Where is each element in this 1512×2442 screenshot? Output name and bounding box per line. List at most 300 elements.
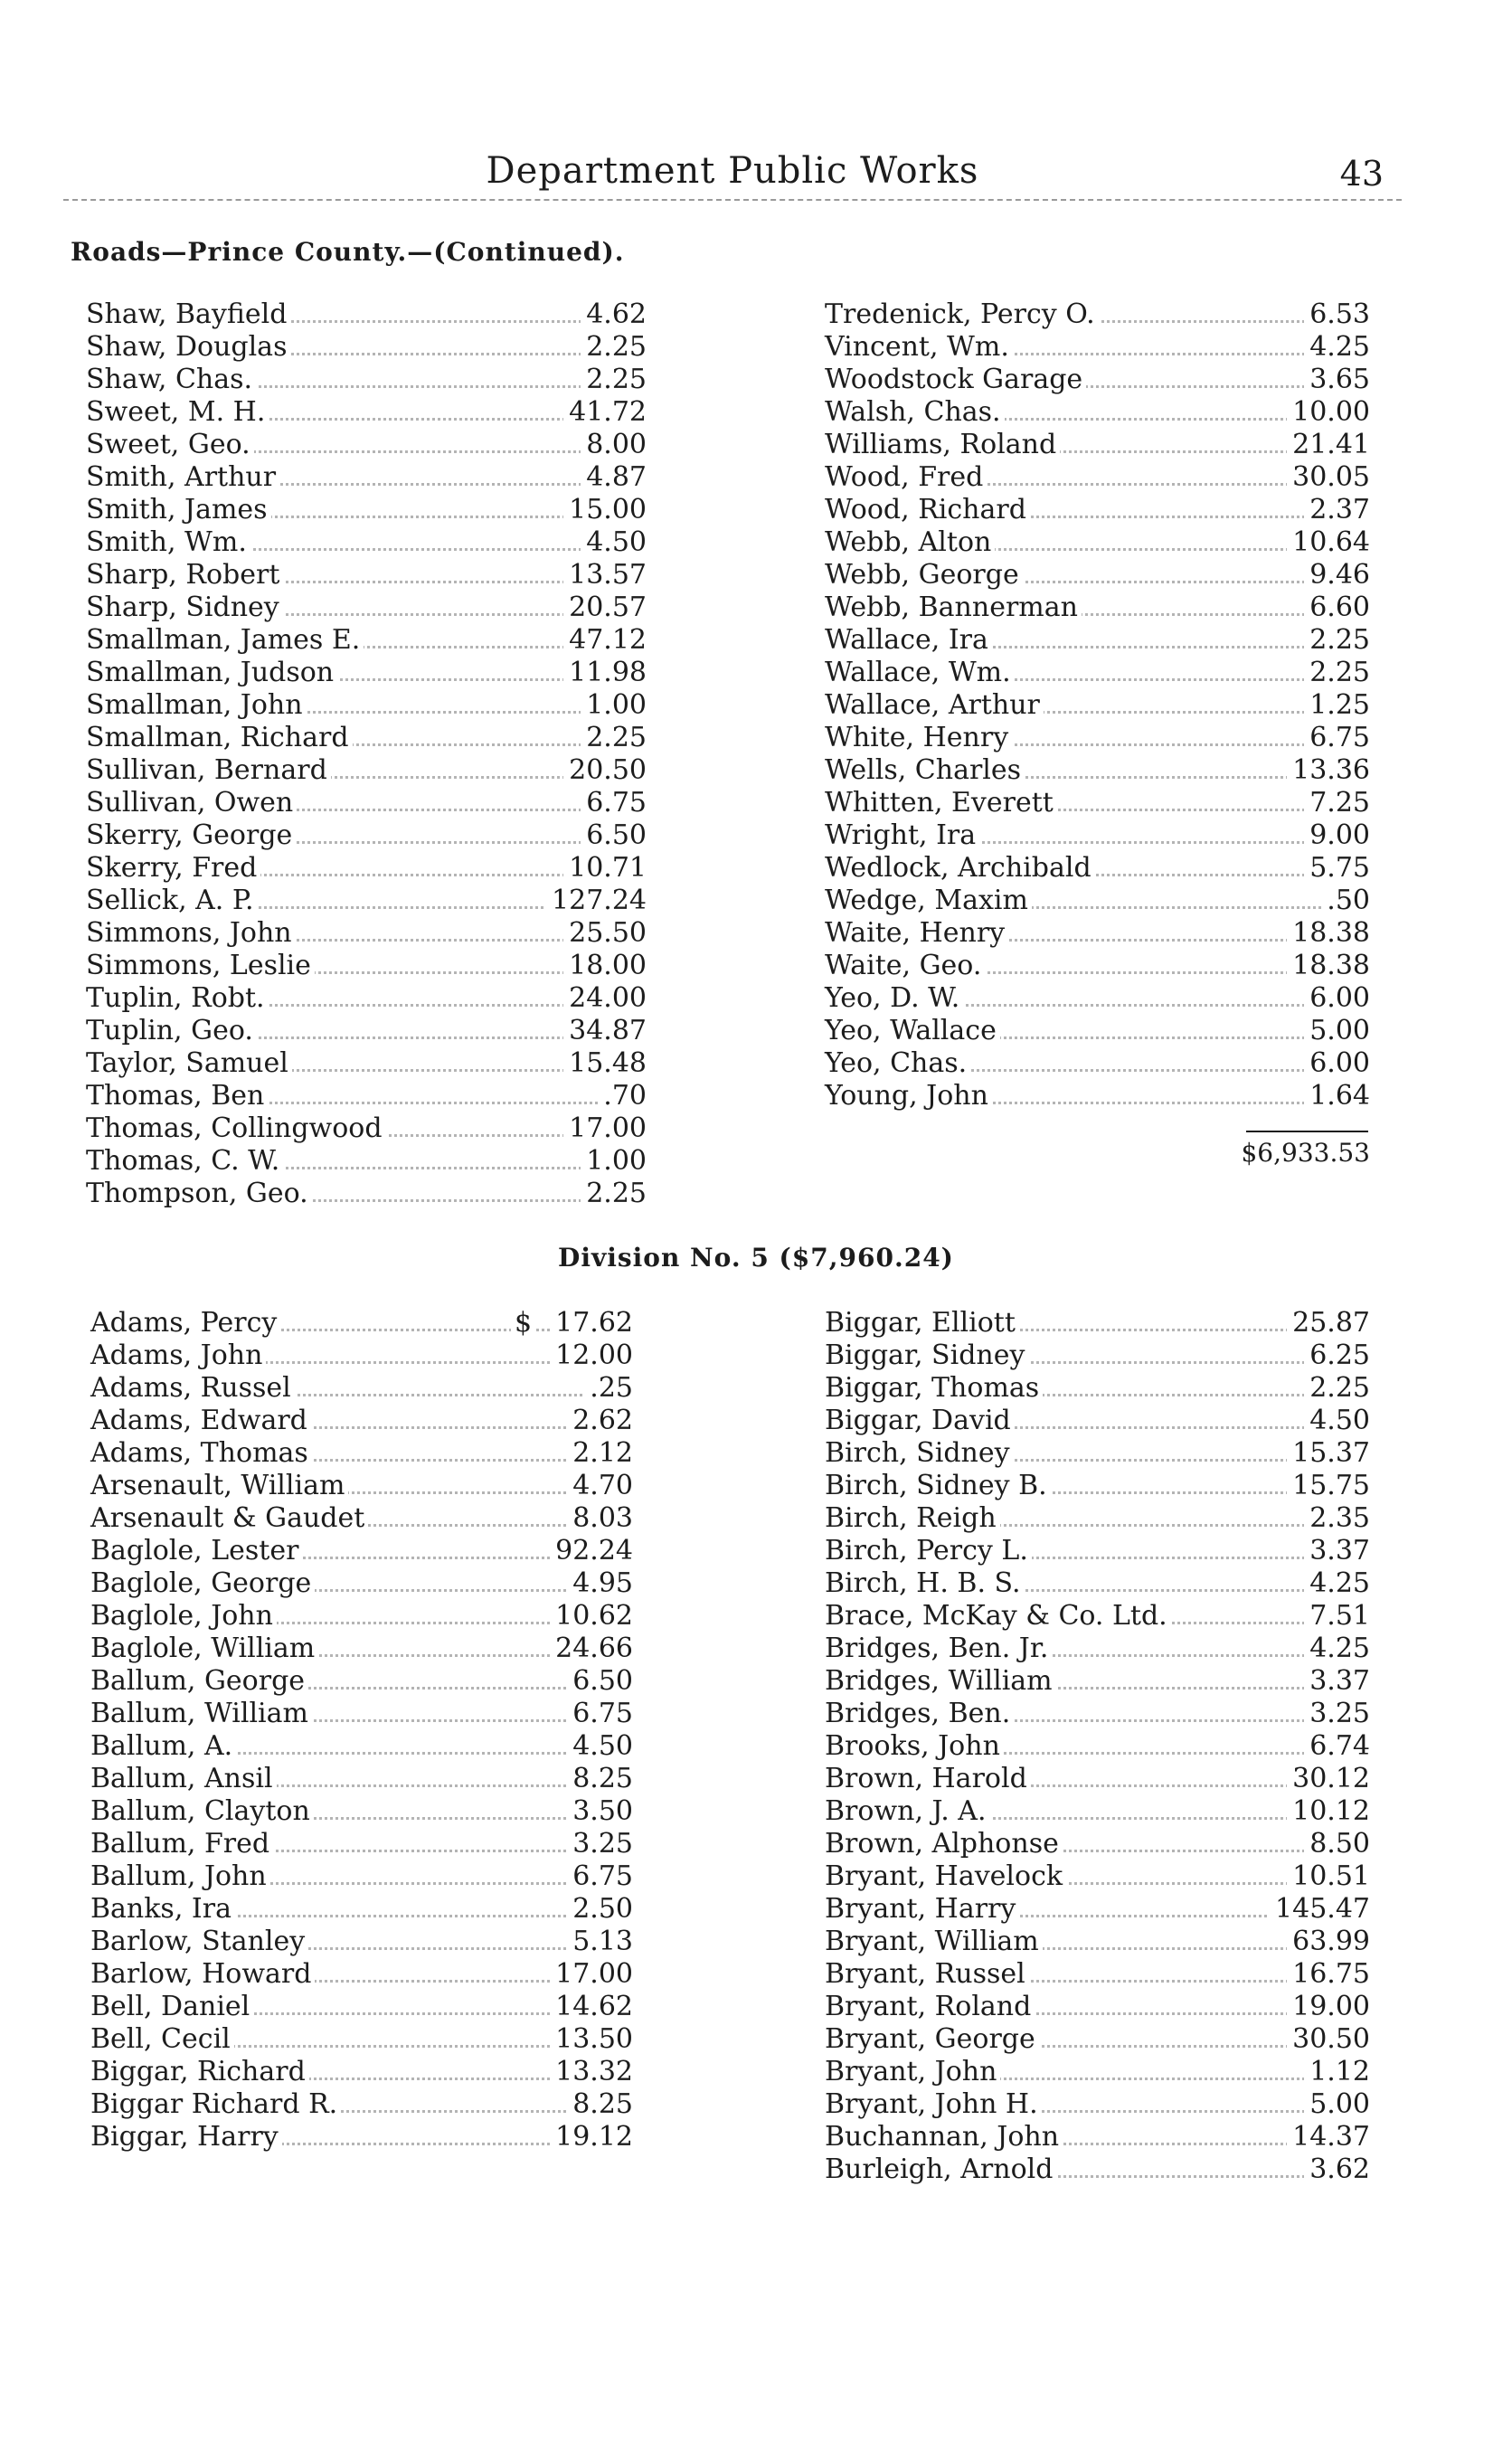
ledger-entry xyxy=(86,298,647,331)
entry-name: Burleigh, Arnold xyxy=(825,2153,1056,2186)
entry-name: Bryant, William xyxy=(825,1926,1043,1958)
ledger-entry xyxy=(825,494,1370,526)
entry-amount: 10.51 xyxy=(1287,1860,1370,1893)
entry-name: Webb, Bannerman xyxy=(825,592,1082,624)
entry-amount: 41.72 xyxy=(563,396,647,429)
ledger-entry xyxy=(90,1339,633,1372)
entry-name: Shaw, Douglas xyxy=(86,331,290,364)
page-header xyxy=(63,145,1402,201)
entry-amount: 15.48 xyxy=(563,1047,647,1080)
entry-amount: 2.25 xyxy=(1304,624,1370,657)
ledger-entry xyxy=(90,1372,633,1405)
entry-amount: 2.25 xyxy=(581,722,647,754)
ledger-entry xyxy=(86,950,647,982)
entry-name: Sharp, Robert xyxy=(86,559,283,592)
entry-amount: .50 xyxy=(1321,885,1370,917)
entry-amount: 24.00 xyxy=(563,982,647,1015)
entry-amount: 6.00 xyxy=(1304,1047,1370,1080)
entry-name: Wedge, Maxim xyxy=(825,885,1032,917)
ledger-entry xyxy=(86,1112,647,1145)
dollar-sign: $ xyxy=(511,1307,535,1339)
entry-name: Yeo, Wallace xyxy=(825,1015,1000,1047)
entry-amount: 4.25 xyxy=(1304,331,1370,364)
ledger-entry xyxy=(825,429,1370,461)
ledger-entry xyxy=(825,950,1370,982)
ledger-entry xyxy=(86,754,647,787)
ledger-entry xyxy=(90,1307,633,1339)
ledger-entry xyxy=(86,1178,647,1210)
entry-amount: 6.75 xyxy=(581,787,647,819)
ledger-entry xyxy=(86,657,647,689)
entry-amount: 10.62 xyxy=(550,1600,633,1633)
entry-name: Smallman, James E. xyxy=(86,624,364,657)
entry-name: Buchannan, John xyxy=(825,2121,1063,2153)
ledger-entry xyxy=(90,1600,633,1633)
ledger-entry xyxy=(825,461,1370,494)
entry-amount: 18.38 xyxy=(1287,917,1370,950)
ledger-entry xyxy=(825,1795,1370,1828)
entry-name: Webb, George xyxy=(825,559,1023,592)
entry-name: Shaw, Bayfield xyxy=(86,298,290,331)
entry-amount: 6.25 xyxy=(1304,1339,1370,1372)
entry-name: Birch, Sidney B. xyxy=(825,1470,1051,1502)
ledger-entry xyxy=(90,1698,633,1730)
entry-name: Bryant, Havelock xyxy=(825,1860,1066,1893)
entry-name: Yeo, Chas. xyxy=(825,1047,970,1080)
entry-name: Bell, Daniel xyxy=(90,1991,253,2023)
ledger-entry xyxy=(825,624,1370,657)
entry-amount: 8.00 xyxy=(581,429,647,461)
ledger-entry xyxy=(86,624,647,657)
entry-amount: 13.36 xyxy=(1287,754,1370,787)
entry-amount: 4.87 xyxy=(581,461,647,494)
top-right-column xyxy=(825,298,1370,1112)
entry-name: Wright, Ira xyxy=(825,819,979,852)
entry-name: Thomas, Collingwood xyxy=(86,1112,386,1145)
entry-amount: 6.50 xyxy=(567,1665,633,1698)
entry-name: Bryant, George xyxy=(825,2023,1039,2056)
entry-name: Smallman, Judson xyxy=(86,657,337,689)
entry-amount: 19.00 xyxy=(1287,1991,1370,2023)
entry-amount: 6.50 xyxy=(581,819,647,852)
ledger-entry xyxy=(90,1828,633,1860)
entry-name: Arsenault, William xyxy=(90,1470,348,1502)
entry-name: Brooks, John xyxy=(825,1730,1004,1763)
ledger-entry xyxy=(825,1307,1370,1339)
ledger-entry xyxy=(86,1145,647,1178)
entry-amount: 15.37 xyxy=(1287,1437,1370,1470)
entry-name: Brown, Harold xyxy=(825,1763,1031,1795)
entry-name: Biggar, Thomas xyxy=(825,1372,1043,1405)
entry-name: Whitten, Everett xyxy=(825,787,1057,819)
bottom-right-column xyxy=(825,1307,1370,2186)
entry-amount: 17.62 xyxy=(550,1307,633,1339)
entry-amount: 13.57 xyxy=(563,559,647,592)
entry-name: Wells, Charles xyxy=(825,754,1025,787)
ledger-entry xyxy=(90,1991,633,2023)
entry-amount: 6.53 xyxy=(1304,298,1370,331)
ledger-entry xyxy=(825,1860,1370,1893)
entry-name: Brown, J. A. xyxy=(825,1795,990,1828)
entry-name: Barlow, Stanley xyxy=(90,1926,308,1958)
entry-name: Wallace, Arthur xyxy=(825,689,1044,722)
entry-amount: 3.37 xyxy=(1304,1665,1370,1698)
entry-amount: 14.37 xyxy=(1287,2121,1370,2153)
ledger-entry xyxy=(90,1665,633,1698)
entry-amount: 17.00 xyxy=(563,1112,647,1145)
entry-amount: 47.12 xyxy=(563,624,647,657)
entry-name: Birch, H. B. S. xyxy=(825,1567,1025,1600)
entry-name: Thomas, C. W. xyxy=(86,1145,283,1178)
entry-amount: 6.00 xyxy=(1304,982,1370,1015)
ledger-entry xyxy=(90,1437,633,1470)
ledger-entry xyxy=(825,1828,1370,1860)
ledger-entry xyxy=(825,787,1370,819)
ledger-entry xyxy=(825,396,1370,429)
entry-name: Simmons, John xyxy=(86,917,296,950)
entry-amount: 2.25 xyxy=(581,1178,647,1210)
ledger-entry xyxy=(825,2056,1370,2088)
entry-amount: 13.32 xyxy=(550,2056,633,2088)
entry-amount: 10.12 xyxy=(1287,1795,1370,1828)
entry-name: Sullivan, Bernard xyxy=(86,754,331,787)
entry-amount: 15.75 xyxy=(1287,1470,1370,1502)
ledger-entry xyxy=(86,331,647,364)
bottom-left-column xyxy=(90,1307,633,2153)
entry-amount: 2.12 xyxy=(567,1437,633,1470)
ledger-entry xyxy=(86,917,647,950)
entry-amount: 19.12 xyxy=(550,2121,633,2153)
entry-amount: 15.00 xyxy=(563,494,647,526)
entry-name: Ballum, George xyxy=(90,1665,308,1698)
ledger-entry xyxy=(825,982,1370,1015)
entry-amount: 18.38 xyxy=(1287,950,1370,982)
entry-name: Thompson, Geo. xyxy=(86,1178,312,1210)
total-rule xyxy=(1246,1131,1368,1132)
entry-amount: 145.47 xyxy=(1270,1893,1370,1926)
entry-name: Sharp, Sidney xyxy=(86,592,283,624)
entry-name: Wallace, Ira xyxy=(825,624,992,657)
entry-name: Woodstock Garage xyxy=(825,364,1086,396)
entry-name: Baglole, William xyxy=(90,1633,318,1665)
entry-amount: 6.60 xyxy=(1304,592,1370,624)
entry-name: Adams, John xyxy=(90,1339,266,1372)
entry-name: Williams, Roland xyxy=(825,429,1060,461)
entry-name: Smith, James xyxy=(86,494,271,526)
top-left-column xyxy=(86,298,647,1210)
ledger-entry xyxy=(90,1763,633,1795)
ledger-entry xyxy=(86,526,647,559)
ledger-entry xyxy=(825,592,1370,624)
ledger-entry xyxy=(90,1502,633,1535)
ledger-entry xyxy=(825,722,1370,754)
entry-amount: 8.25 xyxy=(567,2088,633,2121)
ledger-entry xyxy=(90,1860,633,1893)
entry-amount: .70 xyxy=(598,1080,647,1112)
entry-name: Bryant, John H. xyxy=(825,2088,1042,2121)
ledger-entry xyxy=(90,1795,633,1828)
ledger-entry xyxy=(825,1047,1370,1080)
entry-name: Bell, Cecil xyxy=(90,2023,234,2056)
entry-name: Adams, Russel xyxy=(90,1372,295,1405)
ledger-entry xyxy=(86,722,647,754)
ledger-entry xyxy=(825,364,1370,396)
entry-amount: 5.00 xyxy=(1304,1015,1370,1047)
ledger-entry xyxy=(825,1600,1370,1633)
ledger-entry xyxy=(825,1405,1370,1437)
ledger-entry xyxy=(825,2153,1370,2186)
entry-amount: 14.62 xyxy=(550,1991,633,2023)
ledger-entry xyxy=(825,1015,1370,1047)
entry-name: Smith, Wm. xyxy=(86,526,250,559)
ledger-entry xyxy=(86,494,647,526)
ledger-entry xyxy=(90,2088,633,2121)
entry-name: Skerry, Fred xyxy=(86,852,260,885)
ledger-entry xyxy=(825,689,1370,722)
entry-name: Brace, McKay & Co. Ltd. xyxy=(825,1600,1171,1633)
entry-name: Walsh, Chas. xyxy=(825,396,1005,429)
entry-name: Bridges, Ben. Jr. xyxy=(825,1633,1052,1665)
ledger-entry xyxy=(825,1991,1370,2023)
ledger-entry xyxy=(90,1567,633,1600)
division-title: Division No. 5 ($7,960.24) xyxy=(558,1243,954,1273)
entry-amount: 1.25 xyxy=(1304,689,1370,722)
ledger-entry xyxy=(825,1958,1370,1991)
entry-amount: 16.75 xyxy=(1287,1958,1370,1991)
entry-amount: 11.98 xyxy=(563,657,647,689)
entry-name: Arsenault & Gaudet xyxy=(90,1502,368,1535)
ledger-entry xyxy=(825,1470,1370,1502)
entry-name: Adams, Thomas xyxy=(90,1437,312,1470)
page-title: Department Public Works xyxy=(486,150,979,192)
entry-name: Adams, Percy xyxy=(90,1307,280,1339)
ledger-entry xyxy=(825,526,1370,559)
ledger-entry xyxy=(86,787,647,819)
ledger-entry xyxy=(825,1339,1370,1372)
entry-amount: 9.46 xyxy=(1304,559,1370,592)
ledger-entry xyxy=(825,1567,1370,1600)
entry-name: Tuplin, Robt. xyxy=(86,982,269,1015)
entry-name: Sweet, Geo. xyxy=(86,429,254,461)
entry-name: Young, John xyxy=(825,1080,992,1112)
entry-amount: 4.95 xyxy=(567,1567,633,1600)
ledger-entry xyxy=(825,331,1370,364)
entry-amount: 5.13 xyxy=(567,1926,633,1958)
entry-amount: 25.50 xyxy=(563,917,647,950)
entry-name: Ballum, Clayton xyxy=(90,1795,314,1828)
ledger-entry xyxy=(86,429,647,461)
ledger-entry xyxy=(86,461,647,494)
ledger-entry xyxy=(825,2088,1370,2121)
entry-amount: 20.50 xyxy=(563,754,647,787)
entry-name: Vincent, Wm. xyxy=(825,331,1013,364)
entry-name: Taylor, Samuel xyxy=(86,1047,292,1080)
entry-name: Bridges, William xyxy=(825,1665,1056,1698)
entry-name: Waite, Henry xyxy=(825,917,1008,950)
entry-amount: 1.12 xyxy=(1304,2056,1370,2088)
entry-name: Simmons, Leslie xyxy=(86,950,315,982)
entry-name: Wood, Richard xyxy=(825,494,1030,526)
entry-amount: 3.37 xyxy=(1304,1535,1370,1567)
entry-name: Birch, Sidney xyxy=(825,1437,1014,1470)
section-title: Roads—Prince County.—(Continued). xyxy=(71,237,625,267)
entry-amount: 18.00 xyxy=(563,950,647,982)
entry-amount: 4.50 xyxy=(581,526,647,559)
ledger-entry xyxy=(825,2023,1370,2056)
entry-amount: 4.25 xyxy=(1304,1567,1370,1600)
entry-amount: 2.35 xyxy=(1304,1502,1370,1535)
entry-amount: 3.65 xyxy=(1304,364,1370,396)
entry-name: Birch, Reigh xyxy=(825,1502,1000,1535)
entry-amount: .25 xyxy=(584,1372,633,1405)
entry-name: Banks, Ira xyxy=(90,1893,235,1926)
entry-amount: 7.51 xyxy=(1304,1600,1370,1633)
ledger-entry xyxy=(825,885,1370,917)
entry-amount: 127.24 xyxy=(546,885,647,917)
entry-name: Thomas, Ben xyxy=(86,1080,268,1112)
ledger-entry xyxy=(90,1730,633,1763)
entry-amount: 30.50 xyxy=(1287,2023,1370,2056)
entry-amount: 12.00 xyxy=(550,1339,633,1372)
ledger-entry xyxy=(90,2121,633,2153)
entry-amount: 8.50 xyxy=(1304,1828,1370,1860)
entry-amount: 3.50 xyxy=(567,1795,633,1828)
ledger-entry xyxy=(86,396,647,429)
ledger-entry xyxy=(825,1535,1370,1567)
entry-amount: 5.75 xyxy=(1304,852,1370,885)
entry-name: Ballum, William xyxy=(90,1698,312,1730)
entry-name: Ballum, John xyxy=(90,1860,270,1893)
entry-name: Baglole, John xyxy=(90,1600,277,1633)
entry-name: Brown, Alphonse xyxy=(825,1828,1063,1860)
entry-name: Webb, Alton xyxy=(825,526,995,559)
entry-name: Baglole, George xyxy=(90,1567,315,1600)
entry-amount: 8.03 xyxy=(567,1502,633,1535)
entry-amount: 4.50 xyxy=(1304,1405,1370,1437)
entry-amount: 24.66 xyxy=(550,1633,633,1665)
entry-name: Ballum, A. xyxy=(90,1730,236,1763)
entry-amount: 30.05 xyxy=(1287,461,1370,494)
ledger-entry xyxy=(825,819,1370,852)
ledger-entry xyxy=(86,852,647,885)
entry-amount: 2.50 xyxy=(567,1893,633,1926)
entry-amount: 10.71 xyxy=(563,852,647,885)
entry-amount: 7.25 xyxy=(1304,787,1370,819)
entry-amount: 4.62 xyxy=(581,298,647,331)
entry-amount: 92.24 xyxy=(550,1535,633,1567)
ledger-entry xyxy=(90,1893,633,1926)
entry-amount: 13.50 xyxy=(550,2023,633,2056)
ledger-entry xyxy=(86,1047,647,1080)
entry-name: Biggar, David xyxy=(825,1405,1015,1437)
entry-amount: 10.64 xyxy=(1287,526,1370,559)
entry-amount: 6.74 xyxy=(1304,1730,1370,1763)
entry-name: Biggar Richard R. xyxy=(90,2088,341,2121)
ledger-entry xyxy=(825,657,1370,689)
entry-name: Adams, Edward xyxy=(90,1405,311,1437)
entry-name: Shaw, Chas. xyxy=(86,364,256,396)
entry-name: Yeo, D. W. xyxy=(825,982,963,1015)
entry-amount: 2.62 xyxy=(567,1405,633,1437)
ledger-entry xyxy=(90,1926,633,1958)
entry-amount: 1.00 xyxy=(581,1145,647,1178)
ledger-entry xyxy=(825,1698,1370,1730)
entry-amount: 4.50 xyxy=(567,1730,633,1763)
ledger-entry xyxy=(90,2023,633,2056)
entry-amount: 20.57 xyxy=(563,592,647,624)
entry-amount: 3.62 xyxy=(1304,2153,1370,2186)
entry-amount: 1.00 xyxy=(581,689,647,722)
ledger-entry xyxy=(86,1080,647,1112)
entry-name: Bryant, Russel xyxy=(825,1958,1029,1991)
ledger-entry xyxy=(90,1405,633,1437)
ledger-entry xyxy=(825,1437,1370,1470)
entry-name: Baglole, Lester xyxy=(90,1535,302,1567)
ledger-entry xyxy=(90,1470,633,1502)
entry-amount: 6.75 xyxy=(567,1698,633,1730)
entry-name: Tredenick, Percy O. xyxy=(825,298,1099,331)
ledger-entry xyxy=(90,1535,633,1567)
entry-name: Skerry, George xyxy=(86,819,296,852)
entry-amount: 9.00 xyxy=(1304,819,1370,852)
ledger-entry xyxy=(90,1633,633,1665)
entry-amount: 4.70 xyxy=(567,1470,633,1502)
entry-name: Bryant, John xyxy=(825,2056,1000,2088)
entry-amount: 2.25 xyxy=(581,331,647,364)
entry-name: Smallman, John xyxy=(86,689,307,722)
ledger-entry xyxy=(825,1372,1370,1405)
ledger-entry xyxy=(86,689,647,722)
entry-name: Sullivan, Owen xyxy=(86,787,297,819)
entry-amount: 21.41 xyxy=(1287,429,1370,461)
ledger-entry xyxy=(86,885,647,917)
entry-name: Sweet, M. H. xyxy=(86,396,269,429)
entry-amount: 6.75 xyxy=(567,1860,633,1893)
entry-amount: 3.25 xyxy=(1304,1698,1370,1730)
ledger-entry xyxy=(825,1763,1370,1795)
entry-name: White, Henry xyxy=(825,722,1012,754)
entry-name: Waite, Geo. xyxy=(825,950,985,982)
ledger-entry xyxy=(825,754,1370,787)
entry-amount: 8.25 xyxy=(567,1763,633,1795)
entry-name: Wood, Fred xyxy=(825,461,987,494)
ledger-entry xyxy=(86,559,647,592)
entry-name: Bridges, Ben. xyxy=(825,1698,1014,1730)
entry-amount: 34.87 xyxy=(563,1015,647,1047)
entry-name: Biggar, Harry xyxy=(90,2121,282,2153)
entry-amount: 25.87 xyxy=(1287,1307,1370,1339)
ledger-entry xyxy=(825,1926,1370,1958)
entry-name: Biggar, Elliott xyxy=(825,1307,1019,1339)
entry-amount: 17.00 xyxy=(550,1958,633,1991)
ledger-entry xyxy=(90,2056,633,2088)
entry-name: Biggar, Richard xyxy=(90,2056,309,2088)
entry-amount: 2.25 xyxy=(581,364,647,396)
ledger-entry xyxy=(90,1958,633,1991)
ledger-entry xyxy=(86,592,647,624)
entry-amount: 3.25 xyxy=(567,1828,633,1860)
ledger-entry xyxy=(825,1502,1370,1535)
entry-amount: 10.00 xyxy=(1287,396,1370,429)
ledger-entry xyxy=(86,364,647,396)
entry-name: Bryant, Harry xyxy=(825,1893,1019,1926)
ledger-entry xyxy=(825,1080,1370,1112)
ledger-entry xyxy=(86,982,647,1015)
ledger-entry xyxy=(825,2121,1370,2153)
entry-name: Bryant, Roland xyxy=(825,1991,1035,2023)
entry-name: Ballum, Ansil xyxy=(90,1763,277,1795)
entry-name: Tuplin, Geo. xyxy=(86,1015,257,1047)
